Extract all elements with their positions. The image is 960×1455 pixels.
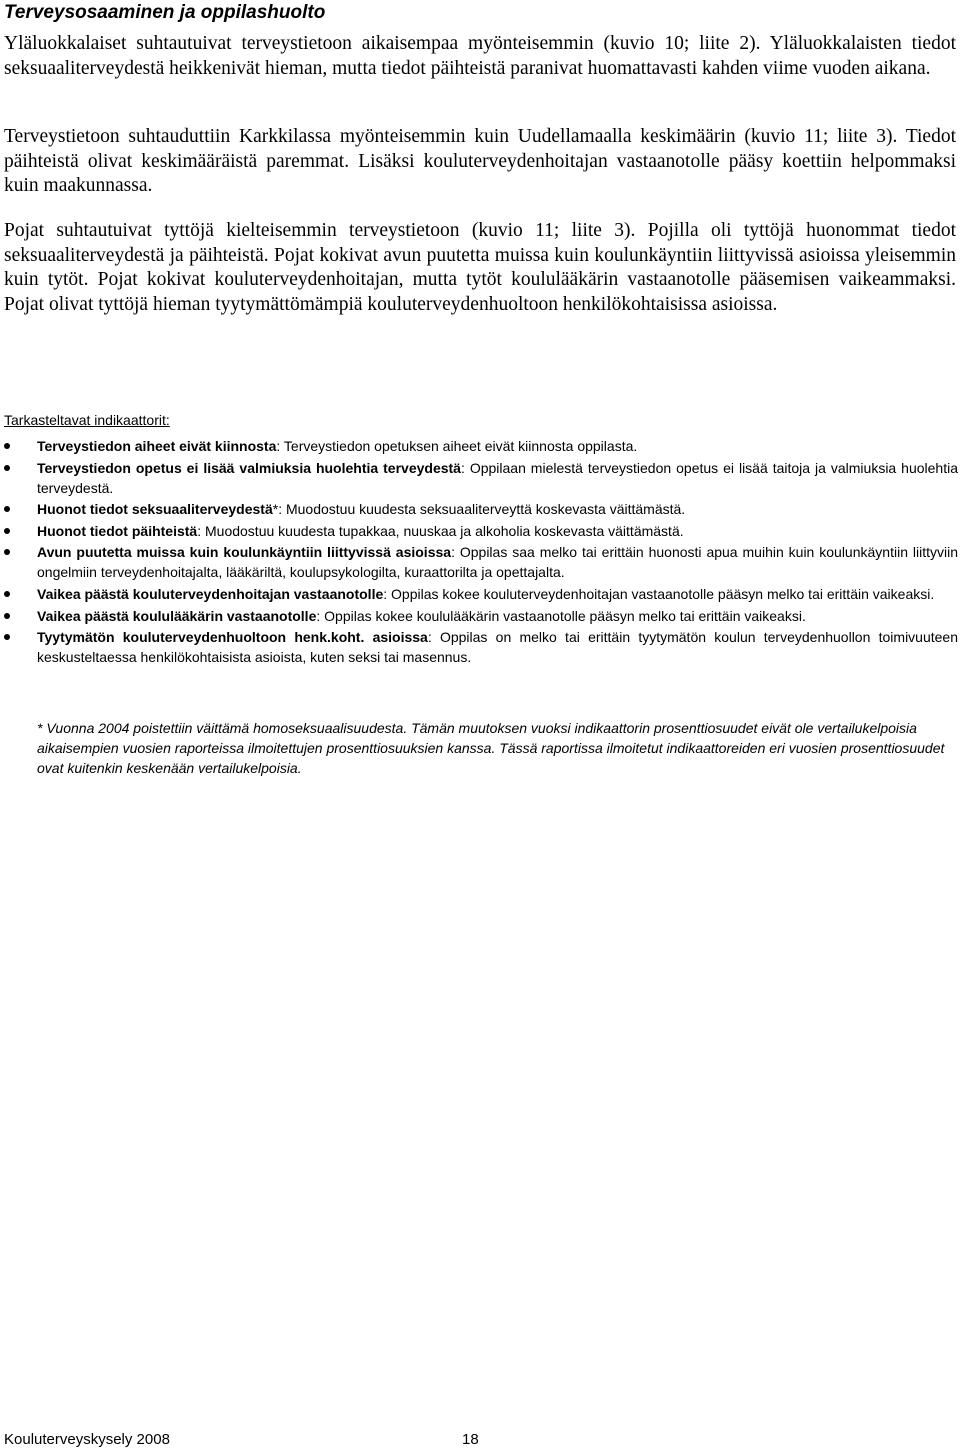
indicator-name: Huonot tiedot päihteistä bbox=[37, 522, 198, 539]
indicator-name: Vaikea päästä koululääkärin vastaanotolle bbox=[37, 607, 317, 624]
indicator-name: Terveystiedon opetus ei lisää valmiuksia huolehtia terveydestä bbox=[37, 459, 461, 476]
indicator-item bbox=[0, 542, 960, 582]
body-paragraph: Yläluokkalaiset suhtautuivat terveystietoon aikaisempaa myönteisemmin (kuvio 10; liite 2). Yläluokkalaisten tiedot seksuaaliterveydestä heikkenivät hieman, mutta tiedot päihteistä paranivat huomattavasti kahden viime vuoden aikana. bbox=[4, 33, 956, 79]
indicator-item bbox=[0, 499, 960, 519]
indicator-item bbox=[0, 436, 960, 456]
indicator-name: Terveystiedon aiheet eivät kiinnosta bbox=[37, 438, 277, 454]
indicator-name: Tyytymätön kouluterveydenhuoltoon henk.koht. asioissa bbox=[37, 629, 428, 646]
indicator-description: : Muodostuu kuudesta tupakkaa, nuuskaa ja alkoholia koskevasta väittämästä. bbox=[197, 522, 684, 539]
indicator-description: : Oppilas on melko tai erittäin tyytymätön koulun terveydenhuollon toimivuuteen keskusteltaessa henkilökohtaisista asioista, kuten seksi tai masennus. bbox=[37, 629, 958, 666]
indicator-description: : Oppilaan mielestä terveystiedon opetus ei lisää taitoja ja valmiuksia huolehtia terveydestä. bbox=[37, 459, 958, 496]
indicator-item bbox=[0, 584, 960, 604]
indicator-name: Huonot tiedot seksuaaliterveydestä bbox=[37, 501, 273, 518]
indicator-name: Vaikea päästä kouluterveydenhoitajan vastaanotolle bbox=[37, 585, 384, 602]
indicator-description: : Oppilas saa melko tai erittäin huonosti apua muihin kuin koulunkäyntiin liittyviin ongelmiin terveydenhoitajalta, lääkäriltä, koulupsykologilta, kuraattorilta ja opettajalta. bbox=[37, 544, 959, 581]
body-paragraph: Pojat suhtautuivat tyttöjä kielteisemmin terveystietoon (kuvio 11; liite 3). Pojilla oli tyttöjä huonommat tiedot seksuaaliterveydestä ja päihteistä. Pojat kokivat avun puutetta muissa kuin koulunkäyntiin liittyvissä asioissa yleisemmin kuin tytöt. Pojat kokivat kouluterveydenhoitajan, mutta tytöt koululääkärin vastaanotolle pääsemisen vaikeammaksi. Pojat olivat tyttöjä hieman tyytymättömämpiä kouluterveydenhuoltoon henkilökohtaisissa asioissa. bbox=[4, 220, 956, 315]
bullet-icon bbox=[4, 443, 10, 449]
bullet-icon bbox=[4, 506, 10, 512]
page-number: 18 bbox=[462, 1431, 479, 1448]
bullet-icon bbox=[4, 465, 10, 471]
section-heading: Terveysosaaminen ja oppilashuolto bbox=[4, 2, 326, 23]
indicators-heading: Tarkasteltavat indikaattorit: bbox=[4, 412, 170, 428]
indicator-description: : Oppilas kokee kouluterveydenhoitajan vastaanotolle pääsyn melko tai erittäin vaikeaksi. bbox=[383, 585, 935, 602]
indicator-description: : Oppilas kokee koululääkärin vastaanotolle pääsyn melko tai erittäin vaikeaksi. bbox=[316, 607, 806, 624]
indicator-name: Avun puutetta muissa kuin koulunkäyntiin liittyvissä asioissa bbox=[37, 544, 452, 561]
indicator-item bbox=[0, 627, 960, 667]
indicator-item bbox=[0, 606, 960, 626]
indicator-item bbox=[0, 458, 960, 498]
footer-publication: Kouluterveyskysely 2008 bbox=[4, 1431, 170, 1448]
bullet-icon bbox=[4, 528, 10, 534]
bullet-icon bbox=[4, 634, 10, 640]
indicator-item bbox=[0, 521, 960, 541]
indicator-description: *: Muodostuu kuudesta seksuaaliterveyttä koskevasta väittämästä. bbox=[272, 501, 686, 518]
bullet-icon bbox=[4, 591, 10, 597]
body-paragraph: Terveystietoon suhtauduttiin Karkkilassa myönteisemmin kuin Uudellamaalla keskimäärin (kuvio 11; liite 3). Tiedot päihteistä olivat keskimääräistä paremmat. Lisäksi kouluterveydenhoitajan vastaanotolle pääsy koettiin helpommaksi kuin maakunnassa. bbox=[4, 126, 956, 196]
indicators-list bbox=[0, 436, 960, 669]
footnote: * Vuonna 2004 poistettiin väittämä homoseksuaalisuudesta. Tämän muutoksen vuoksi indikaattorin prosenttiosuudet eivät ole vertailukelpoisia aikaisempien vuosien raporteissa ilmoitettujen prosenttiosuuksien kanssa. Tässä raportissa ilmoitetut indikaattoreiden eri vuosien prosenttiosuudet ovat kuitenkin keskenään vertailukelpoisia. bbox=[37, 720, 945, 776]
indicator-description: : Terveystiedon opetuksen aiheet eivät kiinnosta oppilasta. bbox=[276, 438, 638, 454]
bullet-icon bbox=[4, 549, 10, 555]
bullet-icon bbox=[4, 613, 10, 619]
